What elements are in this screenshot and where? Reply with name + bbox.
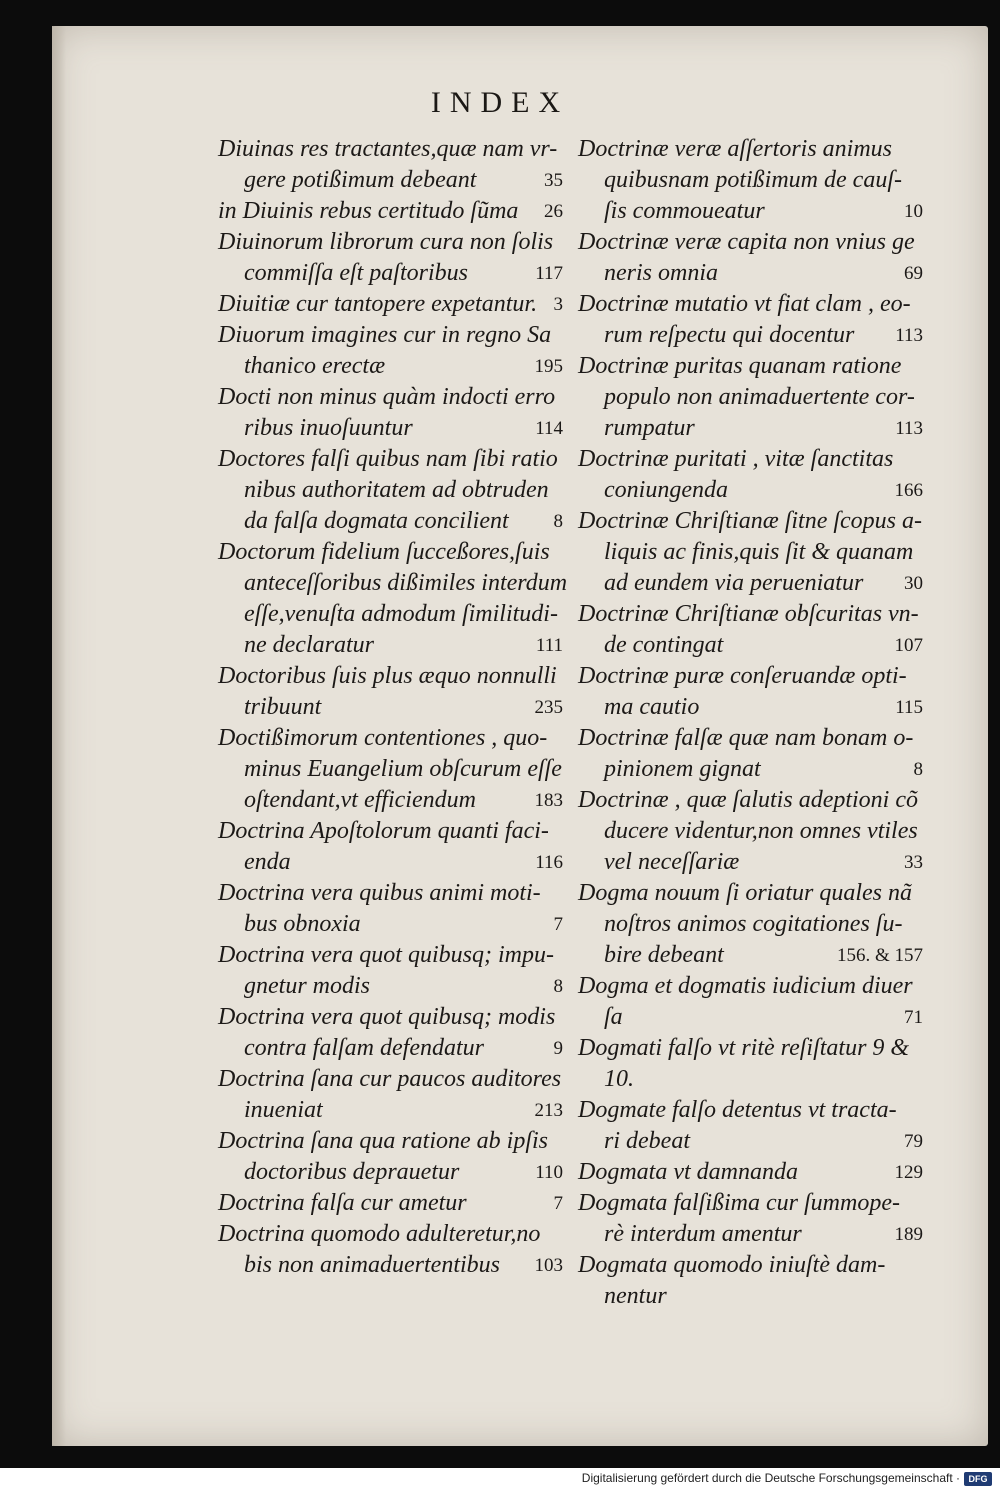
index-entry-heading: Doctrina ſana cur paucos auditores <box>218 1066 562 1092</box>
index-entry <box>218 382 563 444</box>
index-entry <box>218 1126 563 1188</box>
index-entry-continuation: ad eundem via perueniatur <box>604 570 864 596</box>
index-entry-heading: Doctrinæ Chriſtianæ obſcuritas vn- <box>578 601 919 627</box>
index-entry-continuation: nentur <box>604 1283 667 1309</box>
index-entry-continuation: ribus inuoſuuntur <box>244 415 413 441</box>
index-entry-heading: Dogmate falſo detentus vt tracta- <box>578 1097 897 1123</box>
index-entry <box>218 320 563 382</box>
index-entry <box>578 785 923 878</box>
index-entry-continuation: eſſe,venuſta admodum ſimilitudi- <box>244 601 558 627</box>
index-page-number: 71 <box>904 1007 923 1028</box>
index-entry-heading: Doctrina vera quot quibusq; modis <box>218 1004 556 1030</box>
index-entry <box>218 1002 563 1064</box>
index-page-number: 213 <box>534 1100 563 1121</box>
index-entry-continuation: rè interdum amentur <box>604 1221 802 1247</box>
index-entry-continuation: tribuunt <box>244 694 322 720</box>
index-page-number: 115 <box>895 697 923 718</box>
index-entry-heading: Doctrina ſana qua ratione ab ipſis <box>218 1128 548 1154</box>
index-entry <box>218 537 568 661</box>
index-entry <box>218 816 563 878</box>
index-column-left <box>218 134 568 1281</box>
index-entry-heading: Diuinorum librorum cura non ſolis <box>218 229 554 255</box>
index-entry-continuation: contra falſam defendatur <box>244 1035 484 1061</box>
index-page-number: 8 <box>913 759 923 780</box>
index-entry <box>578 661 923 723</box>
index-page-number: 26 <box>544 201 563 222</box>
index-entry <box>578 878 923 971</box>
index-entry <box>218 940 563 1002</box>
index-entry-continuation: nibus authoritatem ad obtruden <box>244 477 549 503</box>
index-entry-continuation: bis non animaduertentibus <box>244 1252 500 1278</box>
index-entry <box>218 227 563 289</box>
index-page-number: 116 <box>535 852 563 873</box>
index-page-number: 129 <box>894 1162 923 1183</box>
index-page-number: 30 <box>904 573 923 594</box>
index-entry <box>218 661 563 723</box>
index-entry-continuation: coniungenda <box>604 477 728 503</box>
index-column-right <box>578 134 923 1312</box>
index-entry-heading: Doctrinæ , quæ ſalutis adeptioni cõ <box>578 787 918 813</box>
index-entry <box>218 289 563 320</box>
index-entry-heading: Doctrina Apoſtolorum quanti faci- <box>218 818 549 844</box>
index-entry-continuation: ri debeat <box>604 1128 690 1154</box>
index-entry <box>218 444 563 537</box>
index-page-number: 111 <box>535 635 563 656</box>
footer-bar <box>0 1468 1000 1492</box>
dfg-logo-icon: DFG <box>964 1472 992 1486</box>
index-entry-heading: Dogmata vt damnanda <box>578 1159 798 1185</box>
index-entry-heading: Doctrinæ mutatio vt fiat clam , eo- <box>578 291 911 317</box>
index-page-number: 156. & 157 <box>836 945 923 966</box>
index-entry-continuation: quibusnam potißimum de cauſ- <box>604 167 902 193</box>
index-entry <box>578 227 923 289</box>
index-entry-continuation: ſis commoueatur <box>604 198 765 224</box>
index-entry-heading: Doctrina vera quot quibusq; impu- <box>218 942 554 968</box>
index-page-number: 10 <box>904 201 923 222</box>
index-entry-heading: Diuinas res tractantes,quæ nam vr- <box>218 136 558 162</box>
index-entry-heading: in Diuinis rebus certitudo ſũma <box>218 198 519 224</box>
index-entry <box>218 134 563 196</box>
index-page-number: 33 <box>904 852 923 873</box>
index-page-number: 166 <box>894 480 923 501</box>
index-entry-continuation: ne declaratur <box>244 632 374 658</box>
index-entry-continuation: de contingat <box>604 632 724 658</box>
index-entry <box>218 1064 563 1126</box>
index-entry-continuation: doctoribus deprauetur <box>244 1159 460 1185</box>
index-entry-heading: Dogmata falſißima cur ſummope- <box>578 1190 900 1216</box>
index-entry <box>578 1095 923 1157</box>
index-entry-continuation: pinionem gignat <box>604 756 761 782</box>
index-entry-heading: Doctrinæ puritati , vitæ ſanctitas <box>578 446 894 472</box>
index-entry-heading: Doctrina quomodo adulteretur,no <box>218 1221 541 1247</box>
index-entry-heading: Doctoribus ſuis plus æquo nonnulli <box>218 663 557 689</box>
index-entry <box>578 971 923 1033</box>
index-entry-continuation: populo non animaduertente cor- <box>604 384 915 410</box>
index-entry-heading: Doctißimorum contentiones , quo- <box>218 725 548 751</box>
index-entry <box>578 351 923 444</box>
index-page-number: 189 <box>894 1224 923 1245</box>
index-page-number: 3 <box>553 294 563 315</box>
index-page-number: 117 <box>535 263 563 284</box>
index-entry-continuation: oſtendant,vt efficiendum <box>244 787 476 813</box>
index-entry-heading: Doctrinæ puritas quanam ratione <box>578 353 902 379</box>
index-entry-continuation: ducere videntur,non omnes vtiles <box>604 818 918 844</box>
index-entry-continuation: neris omnia <box>604 260 718 286</box>
index-entry-heading: Doctrina falſa cur ametur <box>218 1190 467 1216</box>
index-entry <box>218 878 563 940</box>
index-entry <box>578 1157 923 1188</box>
index-entry <box>578 444 923 506</box>
index-entry-continuation: bus obnoxia <box>244 911 361 937</box>
index-entry-continuation: ſa <box>604 1004 623 1030</box>
index-entry-heading: Doctorum fidelium ſucceßores,ſuis <box>218 539 550 565</box>
index-entry-continuation: bire debeant <box>604 942 724 968</box>
index-page-number: 8 <box>553 976 563 997</box>
index-entry-continuation: da falſa dogmata concilient <box>244 508 509 534</box>
index-entry-continuation: rumpatur <box>604 415 695 441</box>
index-entry-continuation: noſtros animos cogitationes ſu- <box>604 911 903 937</box>
index-entry <box>578 1033 923 1095</box>
index-entry-heading: Dogma nouum ſi oriatur quales nã <box>578 880 913 906</box>
index-page-number: 103 <box>534 1255 563 1276</box>
index-page-number: 7 <box>553 914 563 935</box>
index-entry-heading: Doctores falſi quibus nam ſibi ratio <box>218 446 558 472</box>
index-entry-heading: Doctrinæ veræ capita non vnius ge <box>578 229 915 255</box>
index-entry-continuation: liquis ac finis,quis ſit & quanam <box>604 539 914 565</box>
index-page-number: 235 <box>534 697 563 718</box>
index-entry-heading: Doctrinæ Chriſtianæ ſitne ſcopus a- <box>578 508 923 534</box>
index-entry-continuation: enda <box>244 849 291 875</box>
index-entry <box>218 723 563 816</box>
index-entry <box>578 289 923 351</box>
index-page-number: 114 <box>535 418 563 439</box>
index-entry-continuation: vel neceſſariæ <box>604 849 740 875</box>
index-entry-continuation: 10. <box>604 1066 634 1092</box>
index-entry-heading: Doctrinæ veræ aſſertoris animus <box>578 136 893 162</box>
index-page-number: 79 <box>904 1131 923 1152</box>
index-page-number: 9 <box>553 1038 563 1059</box>
index-entry-continuation: gnetur modis <box>244 973 370 999</box>
index-entry-heading: Doctrinæ falſæ quæ nam bonam o- <box>578 725 914 751</box>
index-entry-heading: Dogma et dogmatis iudicium diuer <box>578 973 913 999</box>
index-entry <box>578 1250 923 1312</box>
index-page-number: 195 <box>534 356 563 377</box>
index-entry <box>218 196 563 227</box>
index-entry-heading: Doctrinæ puræ conſeruandæ opti- <box>578 663 907 689</box>
footer-credit: Digitalisierung gefördert durch die Deutsche Forschungsgemeinschaft · <box>581 1471 960 1485</box>
page-header: INDEX <box>430 86 570 119</box>
index-page-number: 107 <box>894 635 923 656</box>
index-entry-heading: Doctrina vera quibus animi moti- <box>218 880 541 906</box>
index-entry-continuation: rum reſpectu qui docentur <box>604 322 855 348</box>
index-page-number: 113 <box>895 418 923 439</box>
index-entry <box>218 1188 563 1219</box>
index-entry-continuation: gere potißimum debeant <box>244 167 477 193</box>
index-entry-heading: Docti non minus quàm indocti erro <box>218 384 556 410</box>
index-entry <box>218 1219 563 1281</box>
index-entry-heading: Dogmati falſo vt ritè reſiſtatur 9 & <box>578 1035 910 1061</box>
index-entry-continuation: anteceſſoribus dißimiles interdum <box>244 570 568 596</box>
index-entry-continuation: commiſſa eſt paſtoribus <box>244 260 468 286</box>
index-entry-heading: Diuorum imagines cur in regno Sa <box>218 322 552 348</box>
index-entry <box>578 723 923 785</box>
index-page-number: 183 <box>534 790 563 811</box>
index-entry-continuation: thanico erectæ <box>244 353 386 379</box>
index-entry-continuation: ma cautio <box>604 694 700 720</box>
page-gutter-shadow <box>52 26 66 1446</box>
index-page-number: 110 <box>535 1162 563 1183</box>
index-entry <box>578 506 923 599</box>
index-entry-continuation: minus Euangelium obſcurum eſſe <box>244 756 562 782</box>
index-entry-heading: Dogmata quomodo iniuſtè dam- <box>578 1252 886 1278</box>
index-entry-heading: Diuitiæ cur tantopere expetantur. <box>218 291 538 317</box>
index-page-number: 8 <box>553 511 563 532</box>
index-entry <box>578 1188 923 1250</box>
index-page-number: 69 <box>904 263 923 284</box>
index-page-number: 7 <box>553 1193 563 1214</box>
index-entry <box>578 134 923 227</box>
index-page-number: 35 <box>544 170 563 191</box>
index-page-number: 113 <box>895 325 923 346</box>
index-entry-continuation: inueniat <box>244 1097 323 1123</box>
index-entry <box>578 599 923 661</box>
